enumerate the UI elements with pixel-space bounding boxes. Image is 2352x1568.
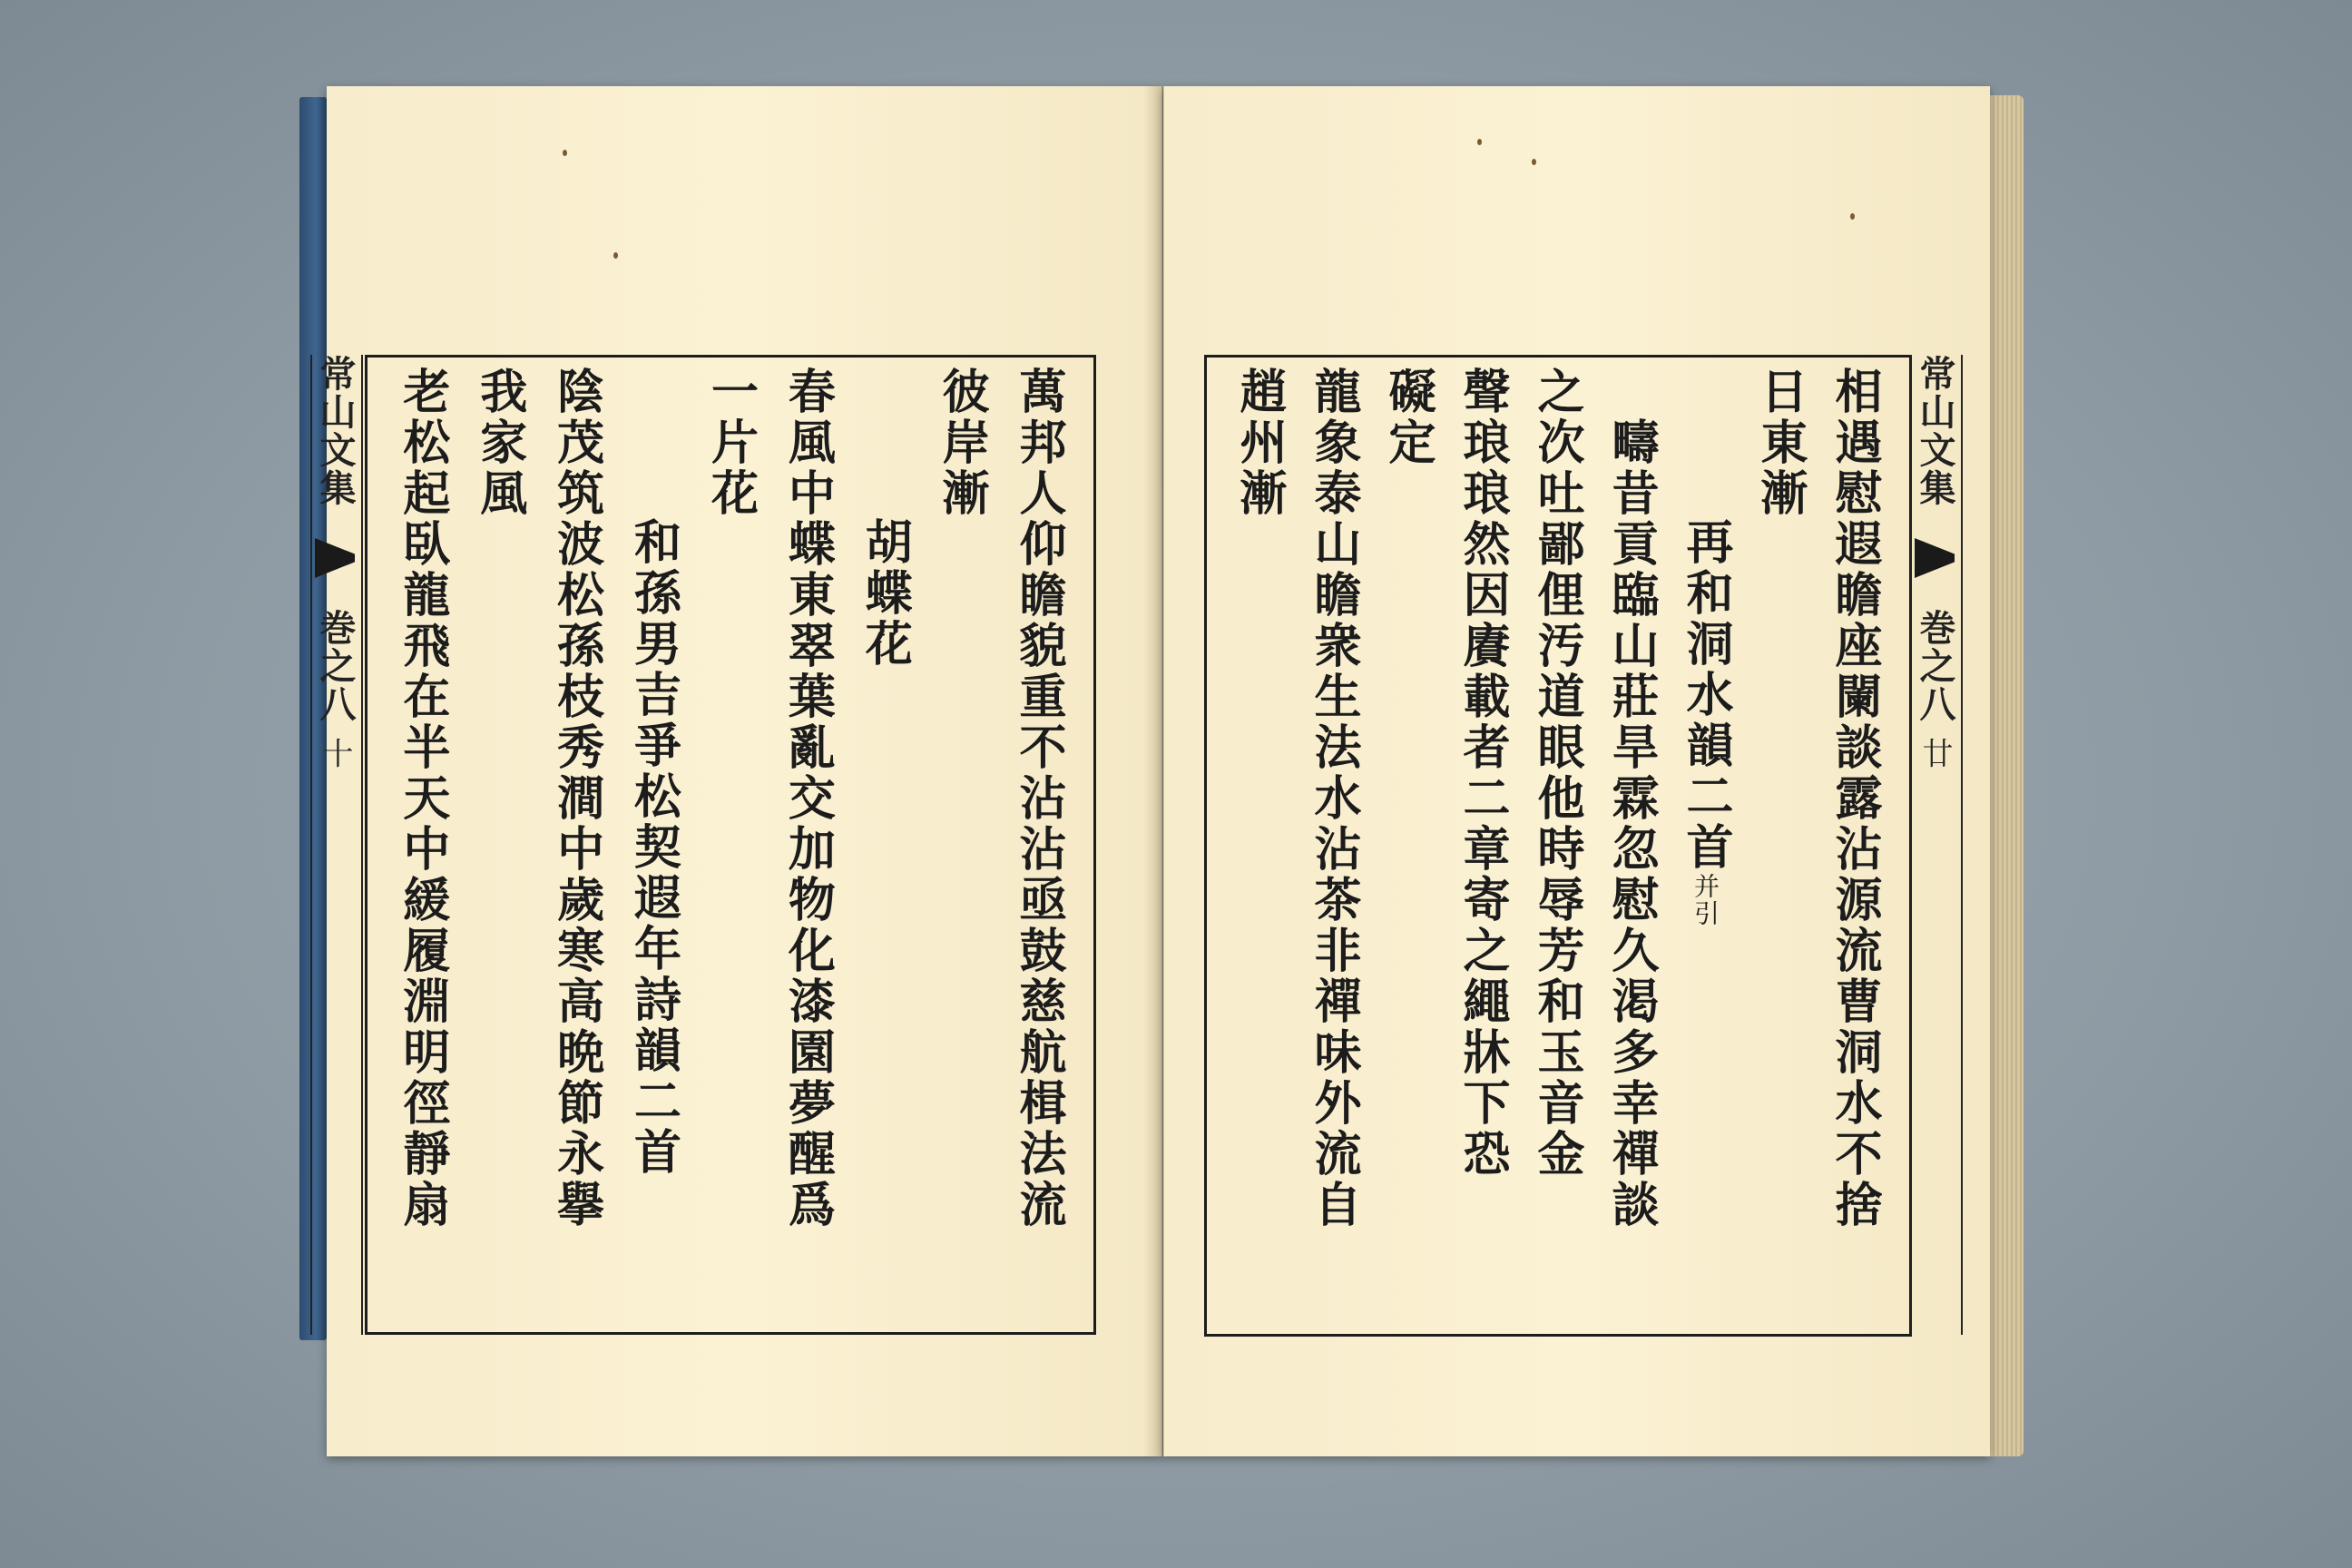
right-page[interactable]	[1163, 86, 1990, 1456]
fish-tail-mark-icon	[315, 538, 355, 578]
hashira-title: 常山文集	[1914, 355, 1956, 507]
left-page-hashira	[310, 355, 363, 1335]
text-column: 礙定	[1380, 367, 1436, 468]
pin-hole	[1850, 213, 1855, 220]
pin-hole	[1532, 159, 1536, 165]
poem-title: 和孫男吉爭松契遐年詩韻二首	[625, 466, 681, 1178]
text-column: 日東漸	[1752, 367, 1808, 519]
text-column: 老松起臥龍飛在半天中緩履淵明徑靜扇	[394, 367, 450, 1230]
poem-title	[1670, 367, 1744, 1425]
left-page[interactable]	[314, 86, 1162, 1456]
pin-hole	[563, 150, 567, 156]
open-book	[299, 86, 2024, 1465]
page-stack-edge	[1985, 95, 2024, 1456]
hashira-volume: 巻之八	[314, 608, 357, 723]
text-column: 之次吐鄙俚汚道眼他時辱芳和玉音金	[1529, 367, 1584, 1180]
text-column: 一片花	[702, 367, 759, 519]
pin-hole	[1477, 139, 1482, 145]
text-column: 彼岸漸	[934, 367, 990, 519]
text-column: 龍象泰山瞻衆生法水沾茶非禪味外流自	[1306, 367, 1361, 1230]
left-text-frame	[365, 355, 1096, 1335]
text-column: 萬邦人仰瞻貌重不沾沾亟鼓慈航楫法流	[1011, 367, 1066, 1230]
hashira-folio: 廿	[1916, 737, 1953, 770]
text-column: 趙州漸	[1231, 367, 1287, 519]
fish-tail-mark-icon	[1915, 538, 1955, 578]
text-column: 我家風	[471, 367, 527, 519]
text-column: 疇昔貢臨山莊旱霖忽慰久渇多幸禪談	[1603, 417, 1659, 1230]
poem-title-note: 并引	[1690, 873, 1720, 927]
text-column: 陰茂筑波松孫枝秀澗中歲寒高晩節永擧	[548, 367, 604, 1230]
left-text-columns	[384, 367, 1077, 1323]
hashira-folio: 十	[317, 737, 353, 770]
text-column: 相遇慰遐瞻座闌談露沾源流曹洞水不捨	[1827, 367, 1882, 1230]
right-text-columns	[1223, 367, 1893, 1325]
right-page-hashira	[1910, 355, 1963, 1335]
poem-title-text: 再和洞水韻二首	[1678, 466, 1733, 873]
poem-title: 胡蝶花	[857, 466, 913, 670]
hashira-title: 常山文集	[314, 355, 357, 507]
text-column: 聲琅琅然因賡載者二章寄之繩牀下恐	[1455, 367, 1510, 1180]
hashira-volume: 巻之八	[1914, 608, 1956, 723]
text-column: 春風中蝶東翠葉亂交加物化漆園夢醒爲	[779, 367, 836, 1230]
pin-hole	[613, 252, 618, 259]
right-text-frame	[1204, 355, 1912, 1337]
